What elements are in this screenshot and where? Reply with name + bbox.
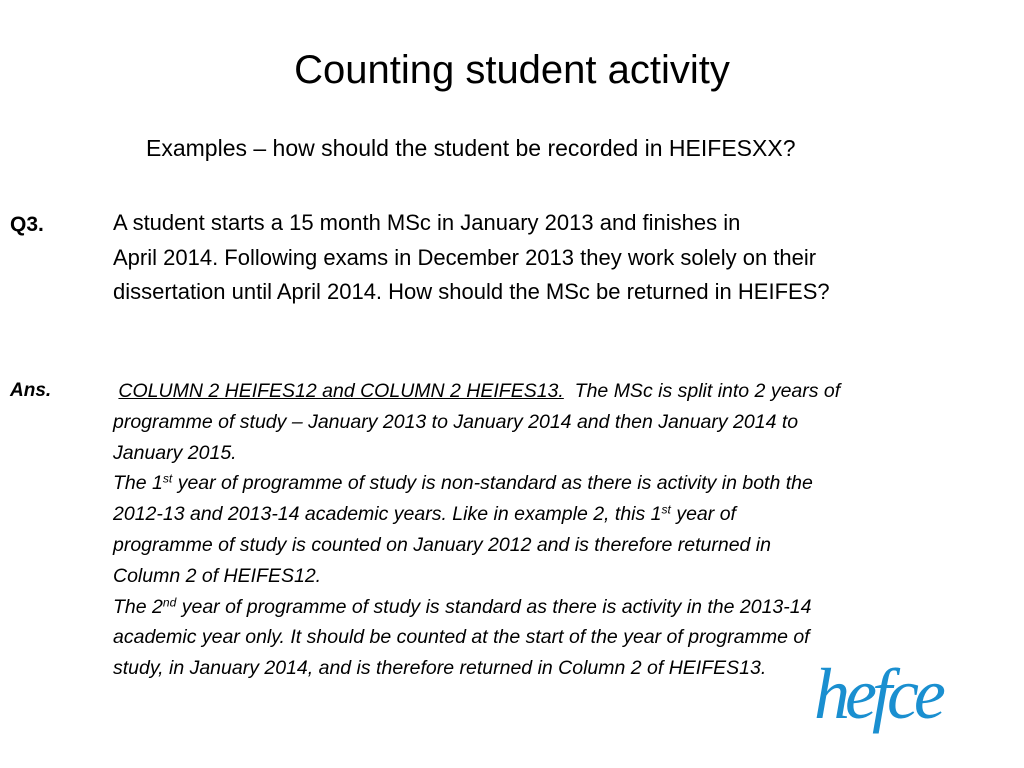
question-line: A student starts a 15 month MSc in January 2013 and finishes in: [113, 210, 741, 235]
answer-line: programme of study is counted on January 2012 and is therefore returned in: [113, 533, 771, 556]
answer-line-text: The 2: [113, 595, 163, 618]
slide-subtitle: Examples – how should the student be recorded in HEIFESXX?: [146, 135, 796, 161]
answer-line-text: 2012-13 and 2013-14 academic years. Like in example 2, this 1: [113, 503, 662, 526]
answer-line: [113, 499, 993, 530]
answer-label: Ans.: [10, 380, 52, 401]
ordinal-suffix: nd: [162, 594, 177, 609]
answer-line: [113, 468, 993, 499]
answer-line: academic year only. It should be counted at the start of the year of programme of: [113, 626, 810, 649]
ordinal-suffix: st: [162, 471, 173, 486]
answer-line: [113, 592, 993, 623]
hefce-logo: [808, 646, 968, 760]
answer-line: [113, 376, 993, 407]
answer-line-text: year of programme of study is non-standard as there is activity in both the: [172, 472, 813, 495]
answer-line: study, in January 2014, and is therefore returned in Column 2 of HEIFES13.: [113, 657, 767, 680]
answer-summary: COLUMN 2 HEIFES12 and COLUMN 2 HEIFES13.: [118, 380, 564, 402]
ordinal-suffix: st: [661, 502, 671, 517]
question-line: April 2014. Following exams in December 2013 they work solely on their: [113, 244, 817, 270]
answer-line-text: The 1: [113, 472, 163, 495]
answer-line: Column 2 of HEIFES12.: [113, 564, 322, 587]
hefce-logo-text: hefce: [814, 654, 941, 734]
question-line: dissertation until April 2014. How should the MSc be returned in HEIFES?: [113, 279, 830, 304]
slide-title: Counting student activity: [294, 48, 730, 92]
answer-text: [113, 376, 993, 684]
answer-line-text: year of: [670, 503, 736, 526]
answer-line-text: The MSc is split into 2 years of: [574, 380, 841, 402]
answer-line: programme of study – January 2013 to January 2014 and then January 2014 to: [113, 410, 799, 433]
answer-line-text: year of programme of study is standard as there is activity in the 2013-14: [176, 595, 812, 618]
question-text: [113, 206, 993, 310]
answer-line: January 2015.: [113, 441, 237, 464]
question-label: Q3.: [10, 213, 44, 236]
